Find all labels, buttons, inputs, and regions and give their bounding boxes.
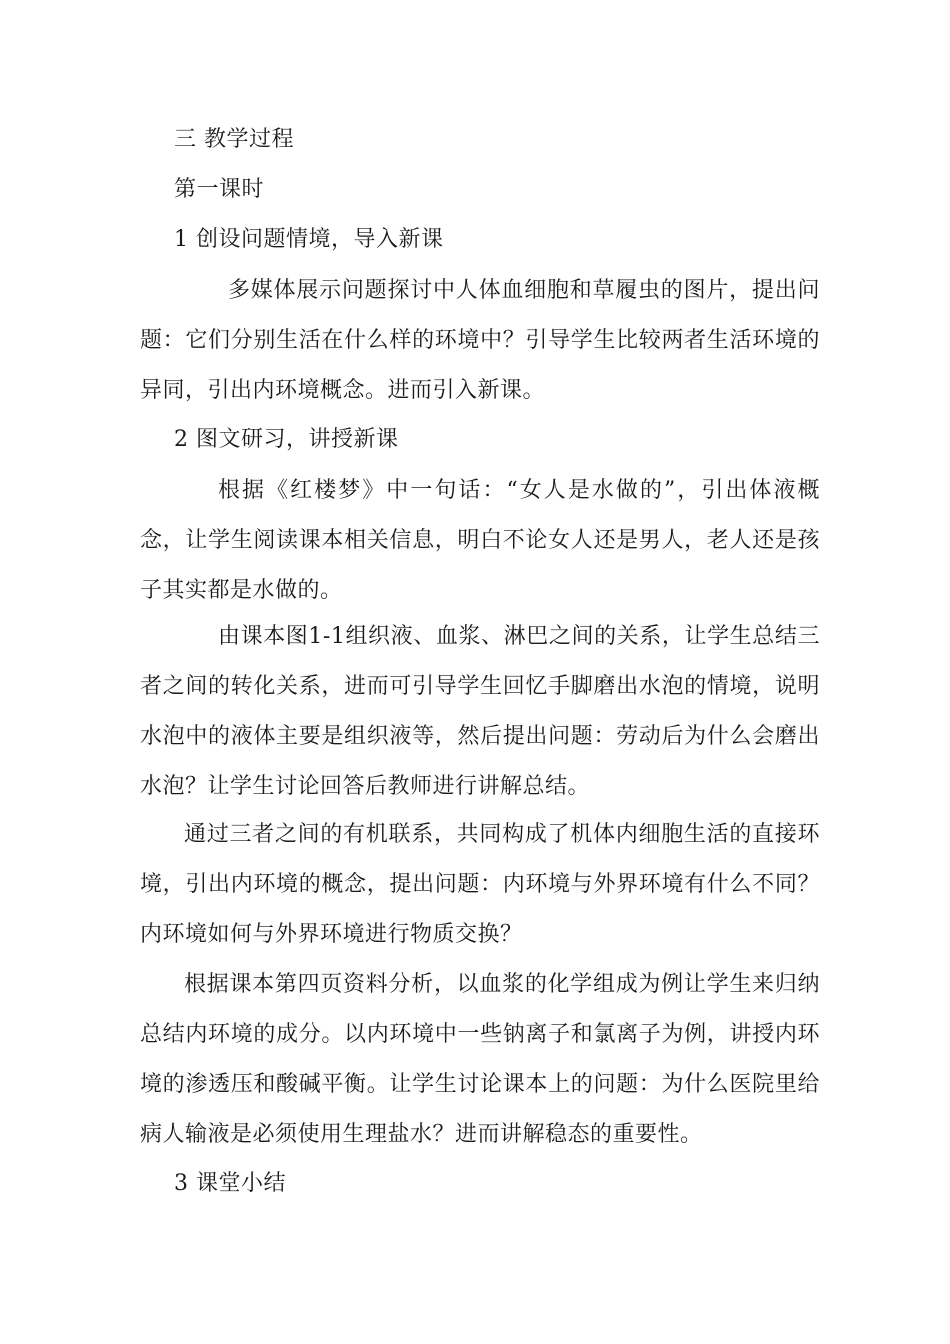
step2-paragraph-2: 由课本图1-1组织液、血浆、淋巴之间的关系，让学生总结三者之间的转化关系，进而可引导学生回忆手脚磨出水泡的情境，说明水泡中的液体主要是组织液等，然后提出问题：劳动后为什么会磨出水泡？让学生讨论回答后教师进行讲解总结。 <box>140 624 820 799</box>
step2-heading: 2 图文研习，讲授新课 <box>174 427 399 452</box>
step2-paragraph-4: 根据课本第四页资料分析，以血浆的化学组成为例让学生来归纳总结内环境的成分。以内环境中一些钠离子和氯离子为例，讲授内环境的渗透压和酸碱平衡。让学生讨论课本上的问题：为什么医院里给病人输液是必须使用生理盐水？进而讲解稳态的重要性。 <box>140 972 820 1147</box>
step2-paragraph-1: 根据《红楼梦》中一句话：“女人是水做的”，引出体液概念，让学生阅读课本相关信息，明白不论女人还是男人，老人还是孩子其实都是水做的。 <box>140 478 820 603</box>
lesson-label: 第一课时 <box>174 177 265 202</box>
step1-paragraph: 多媒体展示问题探讨中人体血细胞和草履虫的图片，提出问题：它们分别生活在什么样的环境中？引导学生比较两者生活环境的异同，引出内环境概念。进而引入新课。 <box>140 278 820 403</box>
step3-heading: 3 课堂小结 <box>174 1171 286 1196</box>
section-heading: 三 教学过程 <box>174 127 294 152</box>
step1-heading: 1 创设问题情境，导入新课 <box>174 227 444 252</box>
step2-paragraph-3: 通过三者之间的有机联系，共同构成了机体内细胞生活的直接环境，引出内环境的概念，提出问题：内环境与外界环境有什么不同？内环境如何与外界环境进行物质交换？ <box>140 822 820 947</box>
